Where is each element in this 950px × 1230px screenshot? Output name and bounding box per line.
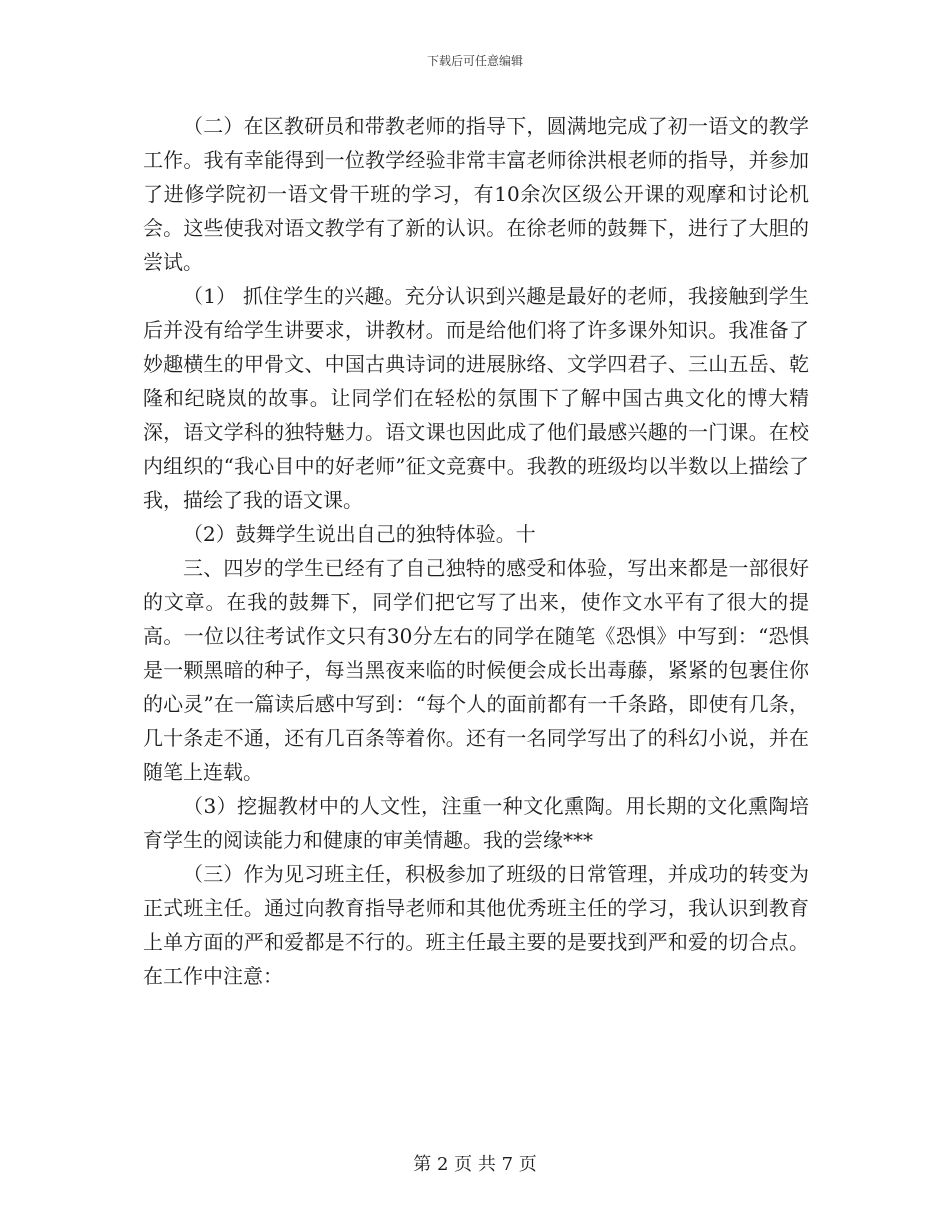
page-header: 下载后可任意编辑 — [426, 54, 523, 68]
paragraph-3: 三、四岁的学生已经有了自己独特的感受和体验，写出来都是一部很好的文章。在我的鼓舞下，同学们把它写了出来，使作文水平有了很大的提高。一位以往考试作文只有30分左右的同学在随笔《恐惧》中写到：“恐惧是一颗黑暗的种子，每当黑夜来临的时候便会成长出毒藤，紧紧的包裹住你的心灵”在一篇读后感中写到：“每个人的面前都有一千条路，即使有几条，几十条走不通，还有几百条等着你。还有一名同学写出了的科幻小说，并在随笔上连载。 — [143, 556, 809, 784]
paragraph-point-1: （1） 抓住学生的兴趣。充分认识到兴趣是最好的老师，我接触到学生后并没有给学生讲要求，讲教材。而是给他们将了许多课外知识。我准备了妙趣横生的甲骨文、中国古典诗词的进展脉络、文学四君子、三山五岳、乾隆和纪晓岚的故事。让同学们在轻松的氛围下了解中国古典文化的博大精深，语文学科的独特魅力。语文课也因此成了他们最感兴趣的一门课。在校内组织的“我心目中的好老师”征文竞赛中。我教的班级均以半数以上描绘了我，描绘了我的语文课。 — [143, 284, 809, 512]
document-body — [143, 109, 809, 993]
paragraph-point-2: （2）鼓舞学生说出自己的独特体验。十 — [183, 522, 536, 546]
paragraph-2: （二）在区教研员和带教老师的指导下，圆满地完成了初一语文的教学工作。我有幸能得到一位教学经验非常丰富老师徐洪根老师的指导，并参加了进修学院初一语文骨干班的学习，有10余次区级公开课的观摩和讨论机会。这些使我对语文教学有了新的认识。在徐老师的鼓舞下，进行了大胆的尝试。 — [143, 114, 809, 274]
paragraph-section-3: （三）作为见习班主任，积极参加了班级的日常管理，并成功的转变为正式班主任。通过向教育指导老师和其他优秀班主任的学习，我认识到教育上单方面的严和爱都是不行的。班主任最主要的是要找到严和爱的切合点。在工作中注意： — [143, 862, 809, 988]
paragraph-point-3: （3）挖掘教材中的人文性，注重一种文化熏陶。用长期的文化熏陶培育学生的阅读能力和健康的审美情趣。我的尝缘*** — [143, 794, 809, 852]
page-number: 第 2 页 共 7 页 — [413, 1154, 537, 1175]
